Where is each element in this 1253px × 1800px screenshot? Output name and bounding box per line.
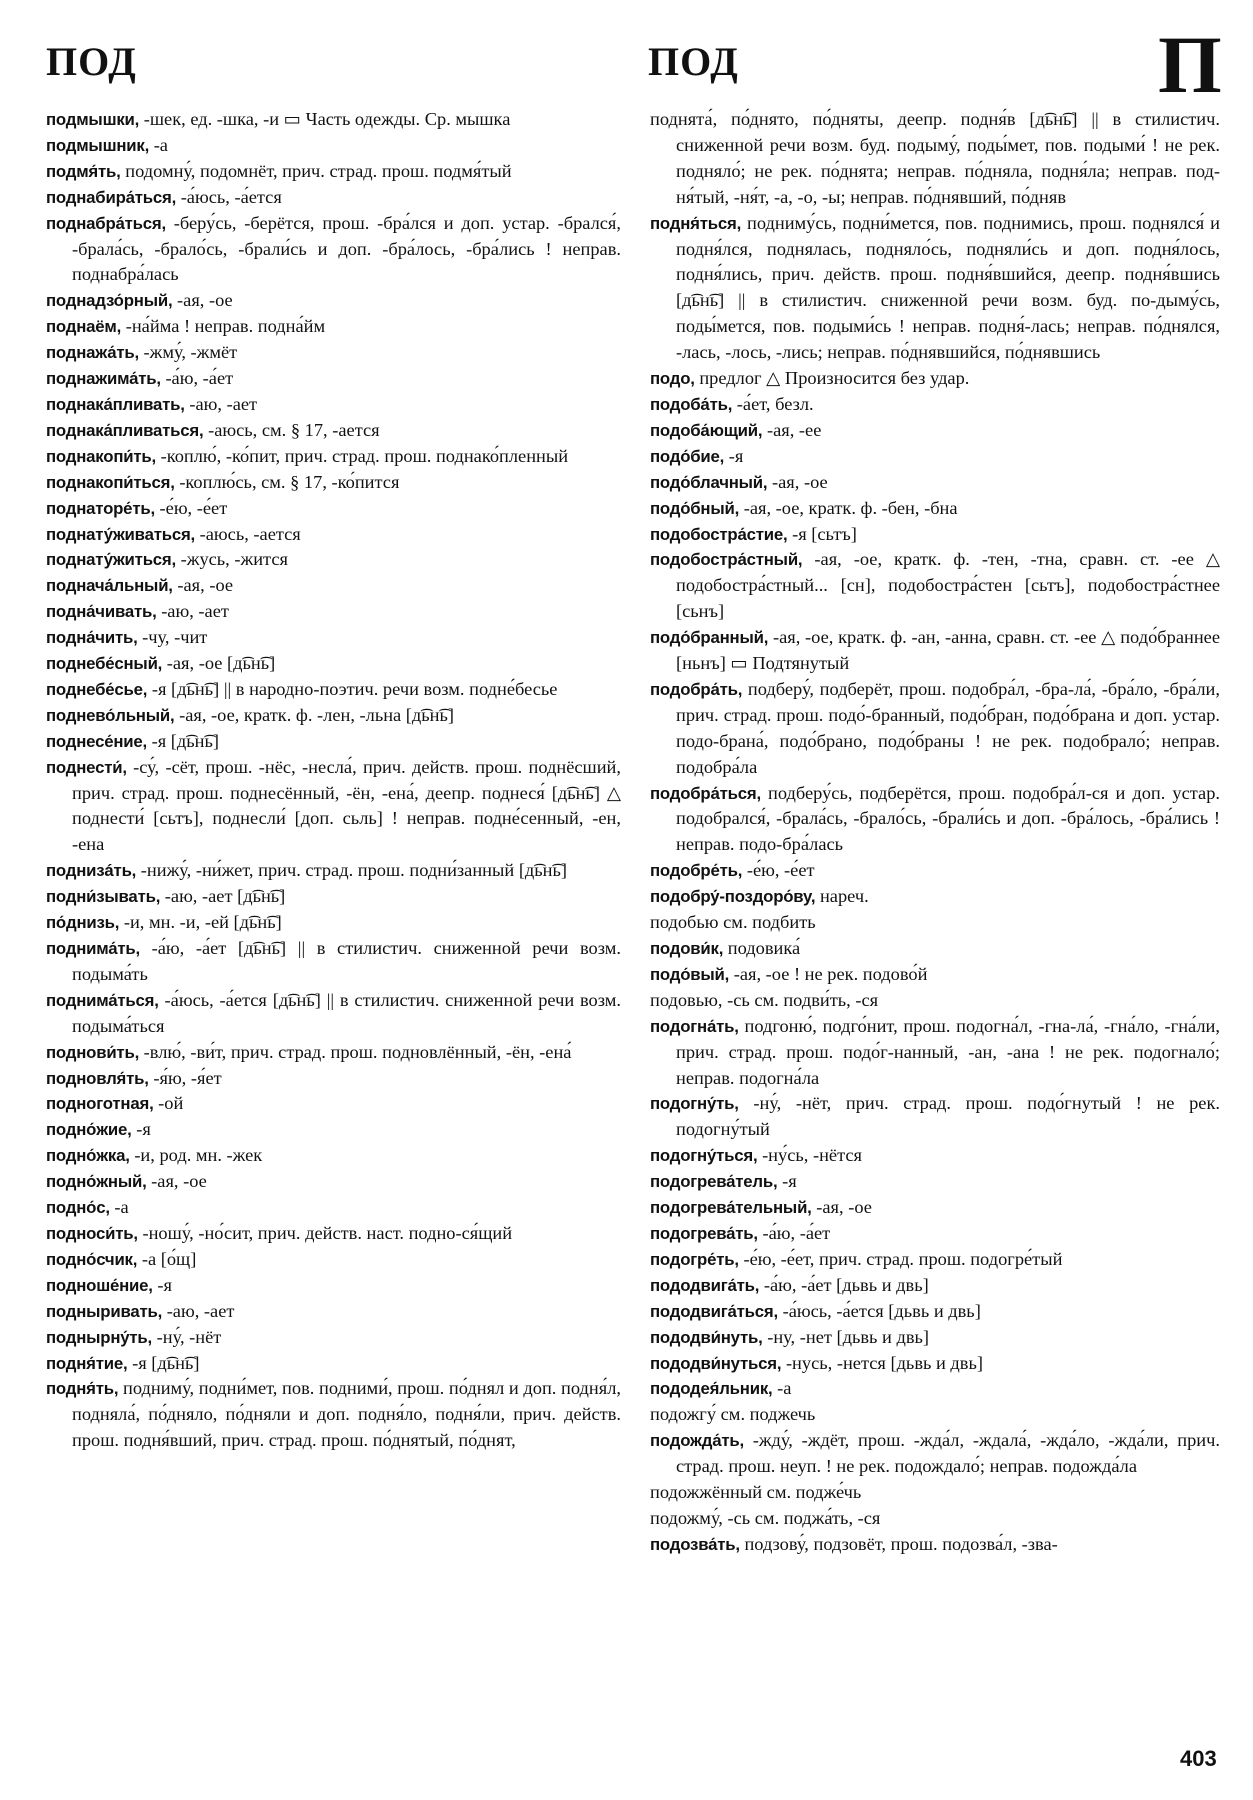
entry-text: подовью, -сь см. подви́ть, -ся bbox=[650, 989, 879, 1010]
entry-headword: подо́бие, bbox=[650, 446, 725, 466]
entry-text: -я [д͡ьн͡ь] bbox=[132, 1352, 200, 1373]
dictionary-entry bbox=[46, 936, 621, 988]
dictionary-entry bbox=[650, 781, 1220, 859]
dictionary-entry bbox=[46, 522, 621, 548]
running-head-right: ПОД bbox=[648, 39, 739, 84]
dictionary-entry bbox=[46, 884, 621, 910]
entry-headword: подови́к, bbox=[650, 939, 724, 958]
entry-text: -а́юсь, -а́ется [дьвь и двь] bbox=[782, 1300, 981, 1321]
entry-headword: подобре́ть, bbox=[650, 861, 743, 881]
entry-headword: подмя́ть, bbox=[46, 161, 121, 181]
entry-text: подожжённый см. подже́чь bbox=[650, 1482, 862, 1503]
entry-headword: подно́жный, bbox=[46, 1172, 147, 1192]
entry-headword: подно́счик, bbox=[46, 1249, 138, 1269]
dictionary-entry bbox=[650, 677, 1220, 781]
entry-text: -ая, -ое [д͡ьн͡ь] bbox=[166, 653, 276, 674]
entry-headword: пододея́льник, bbox=[650, 1379, 773, 1399]
entry-text: -ну, -нет [дьвь и двь] bbox=[767, 1326, 930, 1347]
entry-text: -е́ю, -е́ет bbox=[746, 860, 815, 881]
entry-headword: подноше́ние, bbox=[46, 1275, 153, 1295]
entry-headword: по́днизь, bbox=[46, 913, 120, 933]
entry-text: -ая, -ое, кратк. ф. -лен, -льна [д͡ьн͡ь] bbox=[179, 704, 455, 725]
dictionary-entry bbox=[46, 703, 621, 729]
entry-text: -жду́, -ждёт, прош. -жда́л, -ждала́, -жда́ло, -жда́ли, прич. страд. прош. неуп. ! не рек. подождало́; неправ. подожда́ла bbox=[676, 1430, 1220, 1477]
dictionary-entry bbox=[650, 1014, 1220, 1092]
entry-headword: подмышки, bbox=[46, 110, 140, 129]
dictionary-entry bbox=[650, 1143, 1220, 1169]
dictionary-entry bbox=[650, 211, 1220, 366]
entry-headword: поднима́ть, bbox=[46, 939, 140, 958]
entry-headword: подобостра́стный, bbox=[650, 550, 803, 570]
entry-headword: подно́с, bbox=[46, 1198, 110, 1218]
dictionary-entry bbox=[650, 496, 1220, 522]
entry-headword: поднажима́ть, bbox=[46, 369, 161, 389]
entry-text: подниму́сь, подни́мется, пов. поднимись, прош. поднялся́ и подня́лся, поднялась, подняло́сь, подняли́сь и доп. подня́лось, подня́лись, прич. действ. прош. подня́вшийся, деепр. подня́вшись [д͡ьн͡ь] || в стилистич. сниженной речи возм. буд. по-дыму́сь, поды́мется, пов. подыми́сь ! неправ. подня́-лась; неправ. по́днялся, -лась, -лось, -лись; неправ. по́днявшийся, по́днявшись bbox=[676, 212, 1220, 363]
dictionary-entry bbox=[650, 1351, 1220, 1377]
entry-headword: поднебе́сный, bbox=[46, 654, 163, 674]
dictionary-entry bbox=[46, 1299, 621, 1325]
entry-text: -аюсь, -ается bbox=[199, 523, 301, 544]
entry-text: -аю, -ает [д͡ьн͡ь] bbox=[164, 886, 286, 907]
dictionary-entry bbox=[46, 1117, 621, 1143]
entry-headword: подо, bbox=[650, 369, 695, 389]
dictionary-entry bbox=[46, 288, 621, 314]
entry-headword: поднесе́ние, bbox=[46, 731, 147, 751]
entry-text: -я bbox=[136, 1119, 151, 1140]
entry-headword: подо́блачный, bbox=[650, 472, 768, 492]
entry-text: подомну́, подомнёт, прич. страд. прош. подмя́тый bbox=[125, 160, 512, 181]
dictionary-entry bbox=[46, 1273, 621, 1299]
entry-text: -я [д͡ьн͡ь] || в народно-поэтич. речи возм. подне́бесье bbox=[151, 678, 558, 699]
dictionary-entry bbox=[650, 1506, 1220, 1532]
entry-headword: подня́ть, bbox=[46, 1379, 119, 1399]
entry-text: -ая, -ое bbox=[816, 1197, 872, 1218]
entry-text: -ая, -ое bbox=[177, 290, 233, 311]
entry-text: -ая, -ое bbox=[151, 1171, 207, 1192]
entry-headword: подня́тие, bbox=[46, 1353, 128, 1373]
dictionary-entry bbox=[46, 496, 621, 522]
dictionary-entry bbox=[46, 729, 621, 755]
entry-headword: подна́чить, bbox=[46, 628, 138, 648]
entry-headword: подоба́ть, bbox=[650, 394, 733, 414]
entry-text: -ая, -ее bbox=[766, 419, 822, 440]
dictionary-entry bbox=[46, 1325, 621, 1351]
entry-text: подовика́ bbox=[727, 938, 801, 958]
dictionary-entry bbox=[650, 625, 1220, 677]
dictionary-entry bbox=[650, 988, 1220, 1014]
entry-headword: подобра́ться, bbox=[650, 783, 761, 803]
entry-headword: пододвига́ть, bbox=[650, 1275, 760, 1295]
dictionary-entry bbox=[650, 1402, 1220, 1428]
entry-text: -на́йма ! неправ. подна́йм bbox=[125, 316, 326, 337]
entry-headword: поднажа́ть, bbox=[46, 343, 139, 363]
entry-text: подожму́, -сь см. поджа́ть, -ся bbox=[650, 1507, 881, 1528]
entry-headword: подмышник, bbox=[46, 135, 150, 155]
entry-headword: поднабира́ться, bbox=[46, 187, 177, 207]
entry-text: -ая, -ое, кратк. ф. -тен, -тна, сравн. ст. -ее △ подобостра́стный... [сн], подобостра́стен [сьтъ], подобостра́стнее [сьнъ] bbox=[676, 549, 1220, 622]
dictionary-entry bbox=[46, 1091, 621, 1117]
entry-text: -я bbox=[728, 445, 744, 466]
entry-text: -а́юсь, -а́ется [д͡ьн͡ь] || в стилистич. сниженной речи возм. подыма́ться bbox=[72, 989, 621, 1036]
dictionary-entry bbox=[46, 651, 621, 677]
entry-headword: подни́зывать, bbox=[46, 887, 161, 907]
dictionary-entry bbox=[46, 392, 621, 418]
entry-headword: поднево́льный, bbox=[46, 705, 175, 725]
dictionary-entry bbox=[650, 470, 1220, 496]
entry-text: подберу́сь, подберётся, прош. подобра́л-ся и доп. устар. подобрался́, -брала́сь, -брало́сь, -брали́сь и доп. -бра́лось, -бра́лись ! неправ. подо-бра́лась bbox=[676, 782, 1220, 855]
dictionary-entry bbox=[46, 1143, 621, 1169]
entry-text: -коплю́, -ко́пит, прич. страд. прош. поднако́пленный bbox=[160, 445, 569, 466]
entry-text: -а bbox=[114, 1197, 129, 1218]
entry-text: -беру́сь, -берётся, прош. -бра́лся и доп. устар. -брался́, -брала́сь, -брало́сь, -брали́сь и доп. -бра́лось, -бра́лись ! неправ. поднабра́лась bbox=[72, 212, 621, 285]
entry-text: -нижу́, -ни́жет, прич. страд. прош. подни́занный [д͡ьн͡ь] bbox=[140, 860, 568, 881]
entry-text: -ну́, -нёт bbox=[156, 1326, 222, 1347]
entry-headword: поднату́житься, bbox=[46, 550, 176, 570]
entry-text: -шек, ед. -шка, -и ▭ Часть одежды. Ср. мышка bbox=[143, 109, 511, 129]
dictionary-entry bbox=[46, 547, 621, 573]
dictionary-entry bbox=[46, 677, 621, 703]
entry-text: -я [д͡ьн͡ь] bbox=[151, 730, 219, 751]
entry-text: подниму́, подни́мет, пов. подними́, прош. по́днял и доп. подня́л, подняла́, по́дняло, по́дняли и доп. подня́ло, подня́ли, прич. действ. прош. подня́вший, прич. страд. прош. по́днятый, по́днят, bbox=[72, 1378, 621, 1451]
entry-headword: поднака́пливаться, bbox=[46, 420, 204, 440]
entry-text: -ая, -ое, кратк. ф. -бен, -бна bbox=[743, 497, 958, 518]
entry-headword: подноготная, bbox=[46, 1094, 154, 1114]
entry-text: -ая, -ое ! не рек. подово́й bbox=[733, 963, 928, 984]
entry-text: -ой bbox=[158, 1093, 184, 1114]
dictionary-entry bbox=[650, 1299, 1220, 1325]
entry-headword: пододви́нуть, bbox=[650, 1327, 763, 1347]
entry-headword: подна́чивать, bbox=[46, 602, 157, 622]
entry-headword: подогну́ть, bbox=[650, 1094, 739, 1114]
entry-text: предлог △ Произносится без удар. bbox=[699, 368, 970, 389]
entry-headword: подобра́ть, bbox=[650, 679, 743, 699]
page-number: 403 bbox=[1180, 1746, 1217, 1771]
entry-headword: поднебе́сье, bbox=[46, 679, 148, 699]
entry-headword: подня́ться, bbox=[650, 213, 742, 233]
entry-headword: подобру́-поздоро́ву, bbox=[650, 887, 816, 907]
dictionary-entry bbox=[650, 392, 1220, 418]
entry-text: -я [сьтъ] bbox=[792, 523, 857, 544]
entry-headword: поднабра́ться, bbox=[46, 213, 166, 233]
entry-text: поднята́, по́днято, по́дняты, деепр. подня́в [д͡ьн͡ь] || в стилистич. сниженной речи возм. буд. подыму́, поды́мет, пов. подыми́ ! не рек. подняло́; не рек. по́днята; неправ. по́дняла, подня́ла; неправ. под-ня́тый, -ня́т, -а, -о, -ы; неправ. по́днявший, по́дняв bbox=[650, 109, 1220, 207]
entry-text: -жусь, -жится bbox=[180, 549, 288, 570]
left-column bbox=[46, 107, 621, 1454]
dictionary-entry bbox=[46, 1247, 621, 1273]
entry-text: -а́ю, -а́ет [дьвь и двь] bbox=[763, 1274, 929, 1295]
dictionary-entry bbox=[46, 314, 621, 340]
entry-text: подобью см. подбить bbox=[650, 912, 816, 933]
entry-headword: поднача́льный, bbox=[46, 576, 173, 596]
entry-headword: поднырну́ть, bbox=[46, 1327, 153, 1347]
dictionary-entry bbox=[650, 910, 1220, 936]
entry-text: -а́ю, -а́ет bbox=[165, 368, 234, 389]
dictionary-entry bbox=[650, 858, 1220, 884]
entry-text: -нусь, -нется [дьвь и двь] bbox=[785, 1352, 983, 1373]
entry-headword: поднакопи́ть, bbox=[46, 446, 156, 466]
entry-headword: подогна́ть, bbox=[650, 1016, 739, 1036]
running-head-left: ПОД bbox=[46, 39, 137, 84]
entry-headword: подогрева́тель, bbox=[650, 1172, 778, 1192]
entry-text: -влю́, -ви́т, прич. страд. прош. подновлённый, -ён, -ена́ bbox=[143, 1041, 572, 1062]
entry-text: -а́юсь, -а́ется bbox=[180, 186, 282, 207]
dictionary-entry bbox=[46, 159, 621, 185]
dictionary-entry bbox=[650, 366, 1220, 392]
entry-headword: поднизáть, bbox=[46, 861, 137, 881]
dictionary-entry bbox=[650, 1195, 1220, 1221]
dictionary-entry bbox=[46, 1221, 621, 1247]
dictionary-entry bbox=[650, 1221, 1220, 1247]
dictionary-entry bbox=[46, 366, 621, 392]
entry-headword: подныривать, bbox=[46, 1301, 163, 1321]
entry-headword: подогре́ть, bbox=[650, 1249, 739, 1269]
entry-text: -я bbox=[157, 1274, 172, 1295]
dictionary-entry bbox=[650, 444, 1220, 470]
dictionary-entry bbox=[46, 1169, 621, 1195]
dictionary-entry bbox=[46, 470, 621, 496]
entry-text: -чу, -чит bbox=[142, 627, 208, 648]
dictionary-entry bbox=[650, 1247, 1220, 1273]
entry-headword: поднима́ться, bbox=[46, 990, 159, 1010]
dictionary-entry bbox=[46, 910, 621, 936]
entry-text: -и, род. мн. -жек bbox=[134, 1145, 263, 1166]
entry-text: подберу́, подберёт, прош. подобра́л, -бра-ла́, -бра́ло, -бра́ли, прич. страд. прош. подо́-бранный, подо́бран, подо́брана и доп. устар. подо-брана́, подо́брано, подо́браны ! не рек. подобрало́; неправ. подобра́ла bbox=[676, 678, 1220, 777]
dictionary-entry bbox=[46, 573, 621, 599]
entry-text: нареч. bbox=[819, 886, 869, 907]
entry-headword: поднаторе́ть, bbox=[46, 498, 155, 518]
dictionary-entry bbox=[650, 1325, 1220, 1351]
entry-headword: подо́бный, bbox=[650, 498, 740, 518]
dictionary-entry bbox=[46, 988, 621, 1040]
entry-text: -ну́, -нёт, прич. страд. прош. подо́гнутый ! не рек. подогну́тый bbox=[676, 1093, 1220, 1140]
entry-text: -е́ю, -е́ет bbox=[159, 497, 228, 518]
dictionary-entry bbox=[46, 133, 621, 159]
entry-headword: подоба́ющий, bbox=[650, 420, 763, 440]
entry-headword: подно́жие, bbox=[46, 1120, 132, 1140]
dictionary-entry bbox=[650, 522, 1220, 548]
entry-text: подожгу́ см. поджечь bbox=[650, 1404, 816, 1425]
entry-text: -ая, -ое bbox=[772, 471, 828, 492]
entry-text: -а́ю, -а́ет bbox=[762, 1222, 831, 1243]
entry-headword: поднести́, bbox=[46, 757, 127, 777]
dictionary-entry bbox=[46, 1040, 621, 1066]
dictionary-entry bbox=[46, 418, 621, 444]
entry-text: -ая, -ое, кратк. ф. -ан, -анна, сравн. ст. -ее △ подо́браннее [ньнъ] ▭ Подтянутый bbox=[676, 627, 1220, 674]
dictionary-entry bbox=[650, 1376, 1220, 1402]
entry-headword: поднадзо́рный, bbox=[46, 291, 173, 311]
dictionary-entry bbox=[650, 107, 1220, 211]
dictionary-entry bbox=[46, 1195, 621, 1221]
entry-headword: подогрева́тельный, bbox=[650, 1198, 812, 1218]
dictionary-entry bbox=[46, 1376, 621, 1454]
entry-headword: поднови́ть, bbox=[46, 1042, 140, 1062]
entry-text: -е́ю, -е́ет, прич. страд. прош. подогре́тый bbox=[743, 1248, 1063, 1269]
dictionary-entry bbox=[650, 547, 1220, 625]
entry-text: подгоню́, подго́нит, прош. подогна́л, -гна-ла́, -гна́ло, -гна́ли, прич. страд. прош. подо́г-нанный, -ан, -ана ! не рек. подогнало́; неправ. подогна́ла bbox=[676, 1015, 1220, 1088]
entry-headword: подогну́ться, bbox=[650, 1146, 758, 1166]
dictionary-entry bbox=[650, 1273, 1220, 1299]
entry-text: -ая, -ое bbox=[177, 575, 234, 596]
entry-headword: подо́вый, bbox=[650, 964, 730, 984]
dictionary-entry bbox=[650, 418, 1220, 444]
entry-headword: подозва́ть, bbox=[650, 1534, 740, 1554]
dictionary-entry bbox=[650, 1480, 1220, 1506]
entry-text: -и, мн. -и, -ей [д͡ьн͡ь] bbox=[123, 912, 282, 933]
entry-text: -аю, -ает bbox=[161, 601, 229, 622]
entry-headword: подноси́ть, bbox=[46, 1223, 138, 1243]
entry-headword: подо́бранный, bbox=[650, 628, 769, 648]
entry-text: -а [о́щ] bbox=[141, 1248, 197, 1269]
dictionary-entry bbox=[650, 884, 1220, 910]
dictionary-entry bbox=[46, 444, 621, 470]
entry-text: -жму́, -жмёт bbox=[143, 342, 238, 363]
entry-text: -а́ю, -а́ет [д͡ьн͡ь] || в стилистич. сниженной речи возм. подыма́ть bbox=[72, 938, 621, 984]
entry-text: -я́ю, -я́ет bbox=[153, 1067, 222, 1088]
entry-headword: подожда́ть, bbox=[650, 1431, 744, 1451]
entry-headword: подогрева́ть, bbox=[650, 1223, 758, 1243]
entry-text: -су́, -сёт, прош. -нёс, -несла́, прич. действ. прош. поднёсший, прич. страд. прош. поднесённый, -ён, -ена́, деепр. поднеся́ [д͡ьн͡ь] △ поднести́ [сьтъ], поднесли́ [доп. сьль] ! неправ. подне́сенный, -ен, -ена bbox=[72, 756, 621, 855]
entry-headword: поднаём, bbox=[46, 317, 122, 337]
section-letter: П bbox=[1158, 19, 1223, 110]
dictionary-entry bbox=[46, 211, 621, 289]
entry-headword: поднака́пливать, bbox=[46, 394, 185, 414]
dictionary-entry bbox=[46, 625, 621, 651]
dictionary-entry bbox=[650, 936, 1220, 962]
entry-headword: подобостра́стие, bbox=[650, 524, 788, 544]
entry-headword: подновля́ть, bbox=[46, 1068, 149, 1088]
dictionary-entry bbox=[46, 185, 621, 211]
entry-text: -коплю́сь, см. § 17, -ко́пится bbox=[179, 471, 400, 492]
entry-text: -ну́сь, -нётся bbox=[762, 1145, 862, 1166]
entry-text: -а́ет, безл. bbox=[736, 393, 814, 414]
dictionary-entry bbox=[650, 962, 1220, 988]
dictionary-entry bbox=[46, 340, 621, 366]
right-column bbox=[650, 107, 1220, 1558]
entry-headword: пододвига́ться, bbox=[650, 1301, 778, 1321]
entry-headword: пододви́нуться, bbox=[650, 1353, 782, 1373]
entry-headword: поднату́живаться, bbox=[46, 524, 196, 544]
dictionary-entry bbox=[46, 755, 621, 859]
entry-headword: подно́жка, bbox=[46, 1146, 130, 1166]
entry-text: -ношу́, -но́сит, прич. действ. наст. подно-ся́щий bbox=[142, 1222, 513, 1243]
dictionary-entry bbox=[650, 1532, 1220, 1558]
dictionary-entry bbox=[650, 1169, 1220, 1195]
dictionary-entry bbox=[46, 1351, 621, 1377]
entry-text: -аю, -ает bbox=[189, 393, 258, 414]
entry-headword: поднакопи́ться, bbox=[46, 472, 175, 492]
dictionary-entry bbox=[46, 599, 621, 625]
entry-text: -а bbox=[153, 134, 168, 155]
dictionary-entry bbox=[650, 1428, 1220, 1480]
dictionary-entry bbox=[650, 1091, 1220, 1143]
dictionary-entry bbox=[46, 107, 621, 133]
dictionary-entry bbox=[46, 858, 621, 884]
entry-text: -аю, -ает bbox=[166, 1300, 235, 1321]
dictionary-entry bbox=[46, 1066, 621, 1092]
entry-text: -а bbox=[777, 1378, 792, 1399]
entry-text: подзову́, подзовёт, прош. подозва́л, -зва- bbox=[744, 1533, 1058, 1554]
entry-text: -аюсь, см. § 17, -ается bbox=[208, 419, 380, 440]
entry-text: -я bbox=[782, 1171, 797, 1192]
